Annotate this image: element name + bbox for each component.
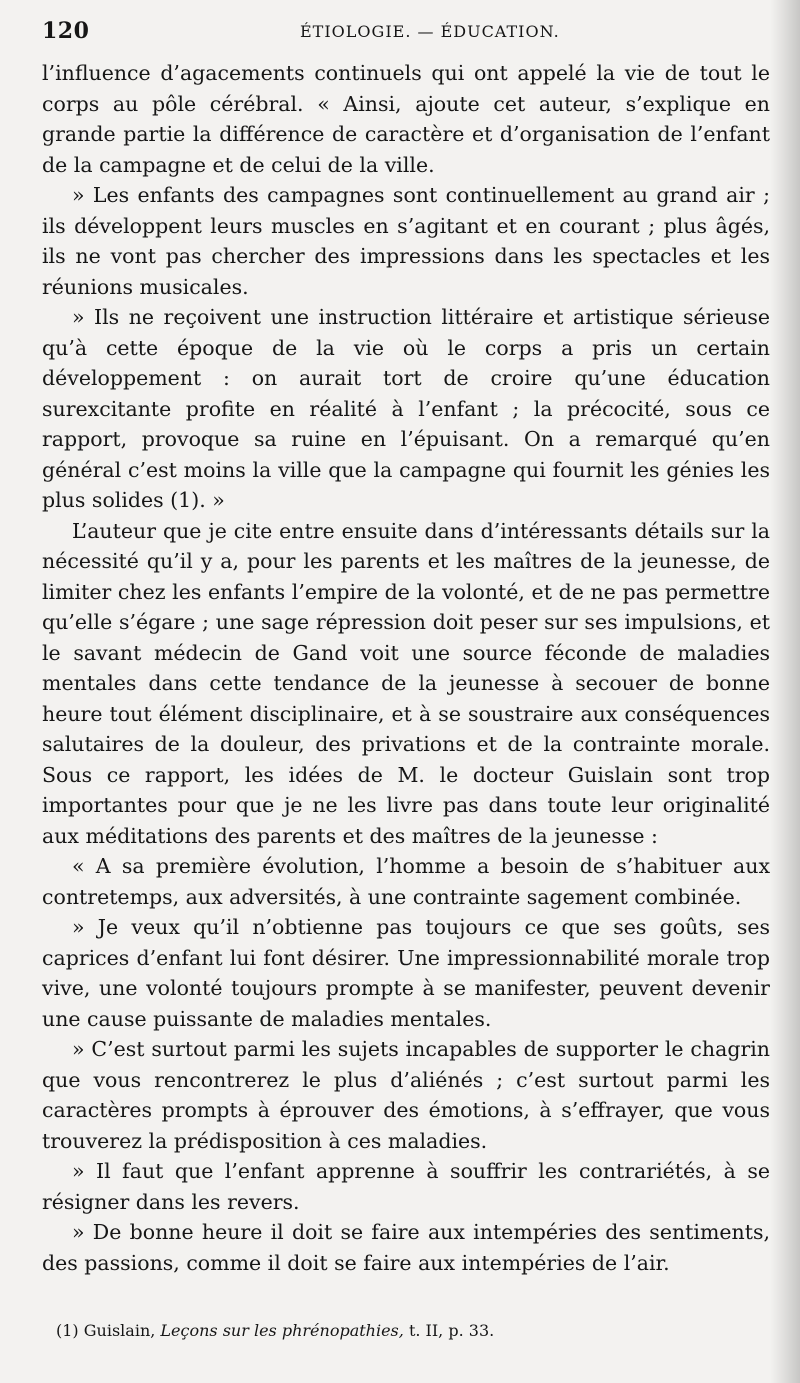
page-edge-shadow [770, 0, 800, 1383]
page-header [42, 18, 772, 50]
footnote-title: Leçons sur les phrénopathies, [160, 1321, 404, 1340]
paragraph: » Il faut que l’enfant apprenne à souffrir les contrariétés, à se résigner dans les revers. [42, 1159, 770, 1214]
paragraph: » De bonne heure il doit se faire aux intempéries des sentiments, des passions, comme il doit se faire aux intempéries de l’air. [42, 1220, 770, 1275]
paragraph: » Ils ne reçoivent une instruction littéraire et artistique sérieuse qu’à cette époque de la vie où le corps a pris un certain développement : on aurait tort de croire qu’une éducation surexcitante profite en réalité à l’enfant ; la précocité, sous ce rapport, provoque sa ruine en l’épuisant. On a remarqué qu’en général c’est moins la ville que la campagne qui fournit les génies les plus solides (1). » [42, 305, 770, 512]
footnote [42, 1319, 762, 1343]
body-text [42, 58, 770, 1278]
footnote-marker: (1) Guislain, [56, 1321, 156, 1340]
paragraph: L’auteur que je cite entre ensuite dans d’intéressants détails sur la nécessité qu’il y a, pour les parents et les maîtres de la jeunesse, de limiter chez les enfants l’empire de la volonté, et de ne pas permettre qu’elle s’égare ; une sage répression doit peser sur ses impulsions, et le savant médecin de Gand voit une source féconde de maladies mentales dans cette tendance de la jeunesse à secouer de bonne heure tout élément disciplinaire, et à se soustraire aux conséquences salutaires de la douleur, des privations et de la contrainte morale. Sous ce rapport, les idées de M. le docteur Guislain sont trop importantes pour que je ne les livre pas dans toute leur originalité aux méditations des parents et des maîtres de la jeunesse : [42, 518, 770, 848]
footnote-ref: t. II, p. 33. [408, 1321, 495, 1340]
paragraph: » Je veux qu’il n’obtienne pas toujours ce que ses goûts, ses caprices d’enfant lui font désirer. Une impressionnabilité morale trop vive, une volonté toujours prompte à se manifester, peuvent devenir une cause puissante de maladies mentales. [42, 915, 770, 1031]
paragraph: l’influence d’agacements continuels qui ont appelé la vie de tout le corps au pôle cérébral. « Ainsi, ajoute cet auteur, s’explique en grande partie la différence de caractère et d’organisation de l’enfant de la campagne et de celui de la ville. [42, 61, 770, 177]
paragraph: » C’est surtout parmi les sujets incapables de supporter le chagrin que vous rencontrerez le plus d’aliénés ; c’est surtout parmi les caractères prompts à éprouver des émotions, à s’effrayer, que vous trouverez la prédisposition à ces maladies. [42, 1037, 770, 1153]
page-number: 120 [42, 18, 90, 44]
paragraph: » Les enfants des campagnes sont continuellement au grand air ; ils développent leurs muscles en s’agitant et en courant ; plus âgés, ils ne vont pas chercher des impressions dans les spectacles et les réunions musicales. [42, 183, 770, 299]
running-head: ÉTIOLOGIE. — ÉDUCATION. [300, 22, 560, 41]
paragraph: « A sa première évolution, l’homme a besoin de s’habituer aux contretemps, aux adversités, à une contrainte sagement combinée. [42, 854, 770, 909]
